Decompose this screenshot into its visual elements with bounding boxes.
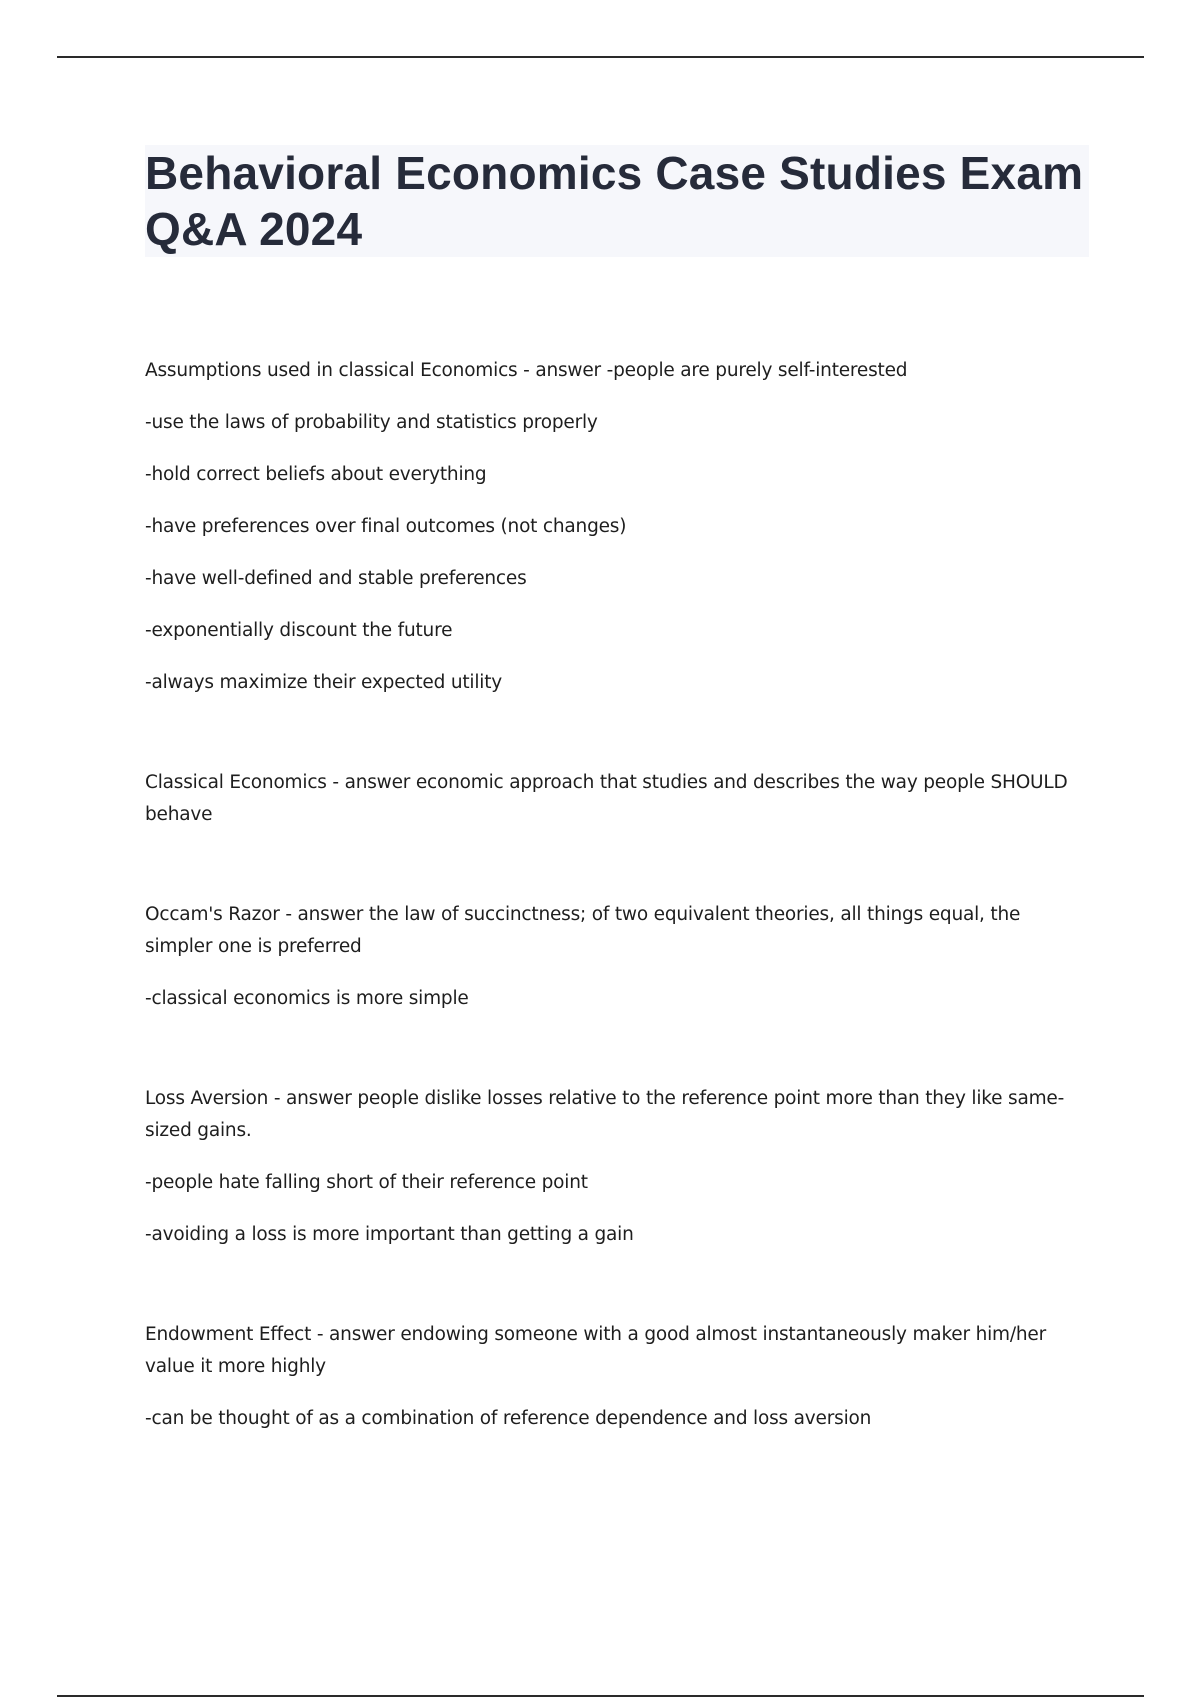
qa-content — [145, 355, 1090, 1503]
qa-line: Classical Economics - answer economic approach that studies and describes the way people SHOULD behave — [145, 772, 1068, 825]
qa-entry — [145, 1319, 1090, 1435]
qa-line: -hold correct beliefs about everything — [145, 464, 487, 485]
qa-line: -always maximize their expected utility — [145, 672, 503, 693]
title-banner — [145, 145, 1089, 257]
qa-line: -have preferences over final outcomes (not changes) — [145, 516, 627, 537]
bottom-rule — [57, 1695, 1144, 1697]
qa-entry — [145, 899, 1090, 1015]
qa-entry — [145, 1083, 1090, 1251]
qa-line: -use the laws of probability and statistics properly — [145, 412, 598, 433]
qa-line: Occam's Razor - answer the law of succinctness; of two equivalent theories, all things equal, the simpler one is preferred — [145, 904, 1021, 957]
qa-line: -avoiding a loss is more important than getting a gain — [145, 1224, 634, 1245]
qa-entry — [145, 355, 1090, 699]
qa-line: -can be thought of as a combination of reference dependence and loss aversion — [145, 1408, 872, 1429]
qa-line: -exponentially discount the future — [145, 620, 453, 641]
qa-line: Endowment Effect - answer endowing someone with a good almost instantaneously maker him/her value it more highly — [145, 1324, 1047, 1377]
document-title: Behavioral Economics Case Studies Exam Q&A 2024 — [145, 147, 1084, 255]
qa-line: -classical economics is more simple — [145, 988, 469, 1009]
qa-line: -have well-defined and stable preferences — [145, 568, 527, 589]
top-rule — [57, 56, 1144, 58]
qa-line: Loss Aversion - answer people dislike losses relative to the reference point more than they like same-sized gains. — [145, 1088, 1065, 1141]
qa-entry — [145, 767, 1090, 831]
qa-line: Assumptions used in classical Economics - answer -people are purely self-interested — [145, 360, 908, 381]
qa-line: -people hate falling short of their reference point — [145, 1172, 588, 1193]
